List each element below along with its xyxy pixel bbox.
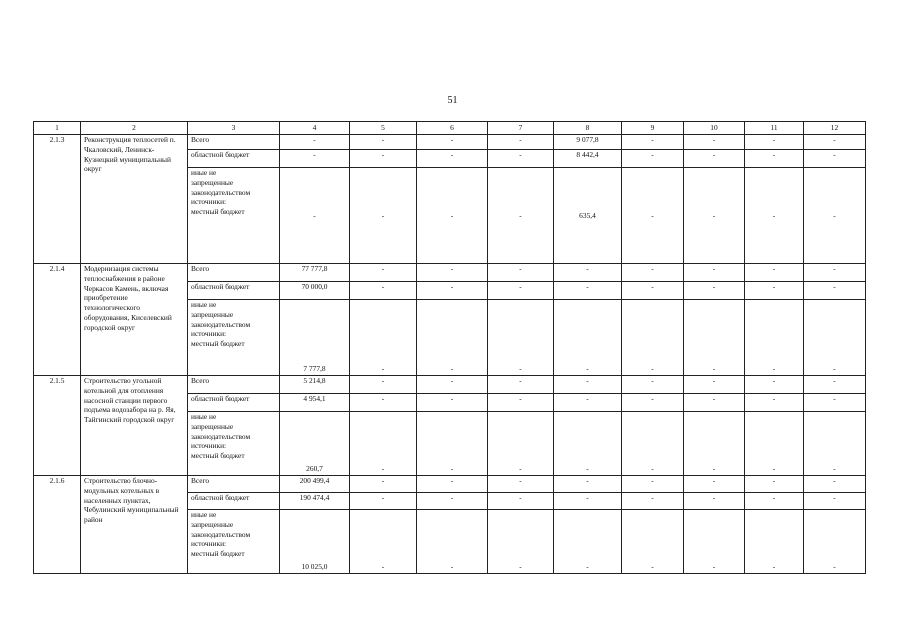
value-cell: - [622, 394, 684, 412]
value-cell: 8 442,4 [554, 150, 622, 168]
funding-source-line: иные не [191, 510, 217, 519]
funding-source-line: иные не [191, 168, 217, 177]
value-cell: - [622, 150, 684, 168]
column-header: 3 [188, 122, 280, 135]
funding-source-line: источники: [191, 329, 227, 339]
value-cell: 190 474,4 [280, 493, 350, 510]
funding-source-line: иные не [191, 412, 217, 421]
funding-source [188, 412, 280, 476]
table-row [34, 264, 866, 282]
value-cell: - [684, 394, 745, 412]
value-cell: 70 000,0 [280, 282, 350, 300]
funding-source: областной бюджет [188, 282, 280, 300]
value-cell: - [554, 264, 622, 282]
funding-source: Всего [188, 264, 280, 282]
column-header: 6 [417, 122, 488, 135]
funding-source-line: запрещенные [191, 421, 234, 431]
table-row [34, 476, 866, 493]
value-cell: - [488, 394, 554, 412]
funding-source [188, 510, 280, 574]
column-header: 2 [81, 122, 188, 135]
value-cell: - [350, 264, 417, 282]
value-cell: - [745, 376, 804, 394]
value-cell: - [804, 476, 866, 493]
value-cell: - [804, 376, 866, 394]
value-cell: - [488, 264, 554, 282]
value-cell: - [350, 493, 417, 510]
column-header: 5 [350, 122, 417, 135]
value-cell: - [622, 493, 684, 510]
value-cell: - [622, 264, 684, 282]
project-name: Реконструкция теплосетей п. Чкаловский, Ленинск-Кузнецкий муниципальный округ [81, 135, 188, 264]
value-cell: - [350, 476, 417, 493]
funding-source: областной бюджет [188, 394, 280, 412]
project-code: 2.1.5 [34, 376, 81, 476]
project-code: 2.1.4 [34, 264, 81, 376]
value-cell: - [804, 150, 866, 168]
value-cell: - [622, 300, 684, 376]
funding-source-line: законодательством [191, 187, 251, 197]
value-cell: - [745, 476, 804, 493]
value-cell: - [350, 300, 417, 376]
value-cell: - [804, 510, 866, 574]
funding-source: Всего [188, 476, 280, 493]
funding-source-line: местный бюджет [191, 207, 245, 217]
value-cell: 4 954,1 [280, 394, 350, 412]
value-cell: - [804, 282, 866, 300]
value-cell: - [622, 510, 684, 574]
column-header: 7 [488, 122, 554, 135]
value-cell: 9 077,8 [554, 135, 622, 150]
value-cell: - [804, 394, 866, 412]
value-cell: - [622, 282, 684, 300]
value-cell: - [804, 412, 866, 476]
funding-source: областной бюджет [188, 493, 280, 510]
table-row [34, 376, 866, 394]
value-cell: - [745, 493, 804, 510]
funding-source: Всего [188, 135, 280, 150]
value-cell: 5 214,8 [280, 376, 350, 394]
funding-source-line: местный бюджет [191, 451, 245, 461]
value-cell: - [745, 510, 804, 574]
value-cell: - [417, 510, 488, 574]
value-cell: - [622, 476, 684, 493]
value-cell: - [417, 493, 488, 510]
value-cell: 7 777,8 [280, 300, 350, 376]
value-cell: - [684, 264, 745, 282]
value-cell: - [622, 135, 684, 150]
value-cell: - [554, 376, 622, 394]
value-cell: - [488, 135, 554, 150]
value-cell: - [417, 476, 488, 493]
value-cell: - [745, 412, 804, 476]
value-cell: - [554, 300, 622, 376]
value-cell: - [417, 168, 488, 264]
value-cell: - [684, 300, 745, 376]
header-row [34, 122, 866, 135]
value-cell: - [350, 135, 417, 150]
value-cell: - [417, 135, 488, 150]
value-cell: - [622, 168, 684, 264]
funding-source-line: иные не [191, 300, 217, 309]
value-cell: 635,4 [554, 168, 622, 264]
funding-source-line: местный бюджет [191, 549, 245, 559]
value-cell: - [554, 282, 622, 300]
value-cell: - [350, 150, 417, 168]
value-cell: - [684, 282, 745, 300]
value-cell: - [350, 412, 417, 476]
value-cell: - [488, 376, 554, 394]
budget-table [33, 121, 866, 574]
value-cell: - [417, 264, 488, 282]
funding-source-line: источники: [191, 197, 227, 207]
value-cell: - [745, 168, 804, 264]
value-cell: - [745, 300, 804, 376]
project-code: 2.1.6 [34, 476, 81, 574]
value-cell: - [804, 168, 866, 264]
project-name: Строительство угольной котельной для отопления насосной станции первого подъема водозабора на р. Яя, Тайгинский городской округ [81, 376, 188, 476]
funding-source-line: местный бюджет [191, 339, 245, 349]
funding-source: Всего [188, 376, 280, 394]
value-cell: - [350, 168, 417, 264]
funding-source-line: источники: [191, 539, 227, 549]
value-cell: - [554, 510, 622, 574]
value-cell: - [622, 412, 684, 476]
value-cell: - [745, 135, 804, 150]
value-cell: - [488, 168, 554, 264]
value-cell: - [488, 150, 554, 168]
value-cell: - [684, 135, 745, 150]
value-cell: - [488, 510, 554, 574]
value-cell: - [745, 150, 804, 168]
value-cell: - [350, 282, 417, 300]
value-cell: 77 777,8 [280, 264, 350, 282]
value-cell: - [417, 150, 488, 168]
funding-source-line: законодательством [191, 319, 251, 329]
value-cell: - [804, 264, 866, 282]
value-cell: - [350, 394, 417, 412]
value-cell: - [350, 376, 417, 394]
value-cell: - [745, 282, 804, 300]
value-cell: - [684, 493, 745, 510]
value-cell: - [488, 493, 554, 510]
funding-source: областной бюджет [188, 150, 280, 168]
value-cell: - [280, 168, 350, 264]
value-cell: - [684, 476, 745, 493]
value-cell: - [280, 150, 350, 168]
value-cell: - [488, 300, 554, 376]
value-cell: - [417, 376, 488, 394]
value-cell: - [684, 412, 745, 476]
value-cell: - [684, 510, 745, 574]
value-cell: - [554, 412, 622, 476]
value-cell: - [280, 135, 350, 150]
value-cell: - [554, 493, 622, 510]
value-cell: - [417, 412, 488, 476]
value-cell: - [488, 282, 554, 300]
funding-source-line: законодательством [191, 529, 251, 539]
value-cell: - [804, 300, 866, 376]
column-header: 8 [554, 122, 622, 135]
column-header: 11 [745, 122, 804, 135]
value-cell: - [350, 510, 417, 574]
value-cell: - [622, 376, 684, 394]
column-header: 1 [34, 122, 81, 135]
value-cell: - [804, 135, 866, 150]
value-cell: 10 025,0 [280, 510, 350, 574]
column-header: 10 [684, 122, 745, 135]
funding-source [188, 300, 280, 376]
value-cell: - [417, 300, 488, 376]
value-cell: - [804, 493, 866, 510]
value-cell: - [745, 264, 804, 282]
funding-source-line: законодательством [191, 431, 251, 441]
funding-source-line: запрещенные [191, 177, 234, 187]
table-row [34, 135, 866, 150]
value-cell: - [488, 476, 554, 493]
funding-source-line: источники: [191, 441, 227, 451]
column-header: 9 [622, 122, 684, 135]
value-cell: - [684, 168, 745, 264]
value-cell: - [554, 394, 622, 412]
value-cell: - [417, 394, 488, 412]
value-cell: - [684, 150, 745, 168]
page-number: 51 [447, 95, 458, 106]
value-cell: - [488, 412, 554, 476]
project-name: Строительство блочно-модульных котельных в населенных пунктах, Чебулинский муниципальный район [81, 476, 188, 574]
value-cell: - [745, 394, 804, 412]
funding-source [188, 168, 280, 264]
column-header: 4 [280, 122, 350, 135]
funding-source-line: запрещенные [191, 309, 234, 319]
value-cell: 200 499,4 [280, 476, 350, 493]
project-name: Модернизация системы теплоснабжения в районе Черкасов Камень, включая приобретение технологического оборудования, Киселевский городской округ [81, 264, 188, 376]
value-cell: - [684, 376, 745, 394]
value-cell: - [417, 282, 488, 300]
column-header: 12 [804, 122, 866, 135]
value-cell: 260,7 [280, 412, 350, 476]
funding-source-line: запрещенные [191, 519, 234, 529]
value-cell: - [554, 476, 622, 493]
project-code: 2.1.3 [34, 135, 81, 264]
